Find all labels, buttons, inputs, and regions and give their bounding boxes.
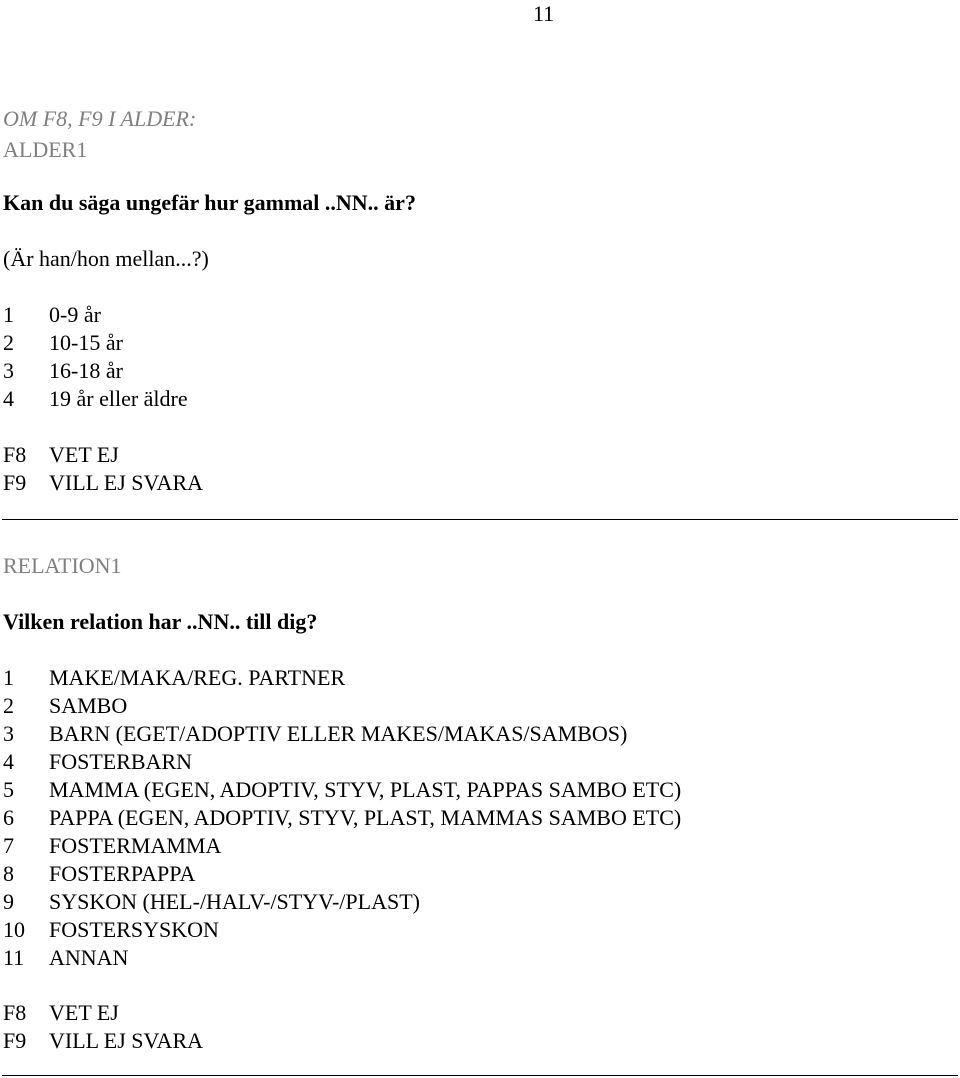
- special-relation-f8: [3, 999, 119, 1027]
- special-alder-f8: [3, 441, 119, 469]
- option-code: 1: [3, 665, 14, 690]
- section-divider-bottom: [2, 1075, 958, 1076]
- option-code: 2: [3, 330, 14, 355]
- variable-name-relation1: RELATION1: [3, 553, 122, 578]
- option-label: FOSTERPAPPA: [49, 861, 196, 886]
- option-label: FOSTERBARN: [49, 749, 193, 774]
- option-label: ANNAN: [49, 945, 129, 970]
- option-label: VET EJ: [49, 442, 119, 467]
- option-code: 1: [3, 302, 14, 327]
- option-code: 4: [3, 749, 14, 774]
- special-relation-f9: [3, 1027, 203, 1055]
- option-relation-8: [3, 860, 195, 888]
- option-relation-4: [3, 748, 192, 776]
- question-alder1: Kan du säga ungefär hur gammal ..NN.. är?: [3, 190, 416, 215]
- option-code: 6: [3, 805, 14, 830]
- option-code: F8: [3, 442, 27, 467]
- option-code: 11: [3, 945, 25, 970]
- option-relation-11: [3, 944, 128, 972]
- option-label: 16-18 år: [49, 358, 123, 383]
- option-relation-3: [3, 720, 627, 748]
- option-label: SAMBO: [49, 693, 128, 718]
- option-alder-1: [3, 301, 101, 329]
- option-code: F8: [3, 1000, 27, 1025]
- option-code: 10: [3, 917, 25, 942]
- option-alder-3: [3, 357, 123, 385]
- option-label: PAPPA (EGEN, ADOPTIV, STYV, PLAST, MAMMAS SAMBO ETC): [49, 805, 682, 830]
- option-label: VILL EJ SVARA: [49, 1028, 204, 1053]
- option-label: SYSKON (HEL-/HALV-/STYV-/PLAST): [49, 889, 420, 914]
- option-code: F9: [3, 470, 27, 495]
- page-number: 11: [533, 1, 555, 26]
- option-label: FOSTERSYSKON: [49, 917, 219, 942]
- option-code: 2: [3, 693, 14, 718]
- option-alder-2: [3, 329, 123, 357]
- option-relation-10: [3, 916, 219, 944]
- option-code: 7: [3, 833, 14, 858]
- option-relation-6: [3, 804, 681, 832]
- probe-text: (Är han/hon mellan...?): [3, 246, 209, 271]
- condition-note: OM F8, F9 I ALDER:: [3, 106, 197, 131]
- option-label: BARN (EGET/ADOPTIV ELLER MAKES/MAKAS/SAMBOS): [49, 721, 628, 746]
- option-code: 3: [3, 358, 14, 383]
- option-label: 10-15 år: [49, 330, 123, 355]
- option-label: 0-9 år: [49, 302, 101, 327]
- option-label: 19 år eller äldre: [49, 386, 188, 411]
- variable-name-alder1: ALDER1: [3, 137, 88, 162]
- question-relation1: Vilken relation har ..NN.. till dig?: [3, 609, 318, 634]
- option-label: MAKE/MAKA/REG. PARTNER: [49, 665, 346, 690]
- option-code: 3: [3, 721, 14, 746]
- option-relation-7: [3, 832, 221, 860]
- option-relation-2: [3, 692, 127, 720]
- option-label: VILL EJ SVARA: [49, 470, 204, 495]
- special-alder-f9: [3, 469, 203, 497]
- option-label: MAMMA (EGEN, ADOPTIV, STYV, PLAST, PAPPAS SAMBO ETC): [49, 777, 682, 802]
- option-relation-1: [3, 664, 345, 692]
- option-code: F9: [3, 1028, 27, 1053]
- option-code: 9: [3, 889, 14, 914]
- option-relation-5: [3, 776, 681, 804]
- option-alder-4: [3, 385, 188, 413]
- option-label: FOSTERMAMMA: [49, 833, 222, 858]
- option-code: 4: [3, 386, 14, 411]
- option-relation-9: [3, 888, 420, 916]
- option-code: 8: [3, 861, 14, 886]
- section-divider: [2, 519, 958, 520]
- option-label: VET EJ: [49, 1000, 119, 1025]
- option-code: 5: [3, 777, 14, 802]
